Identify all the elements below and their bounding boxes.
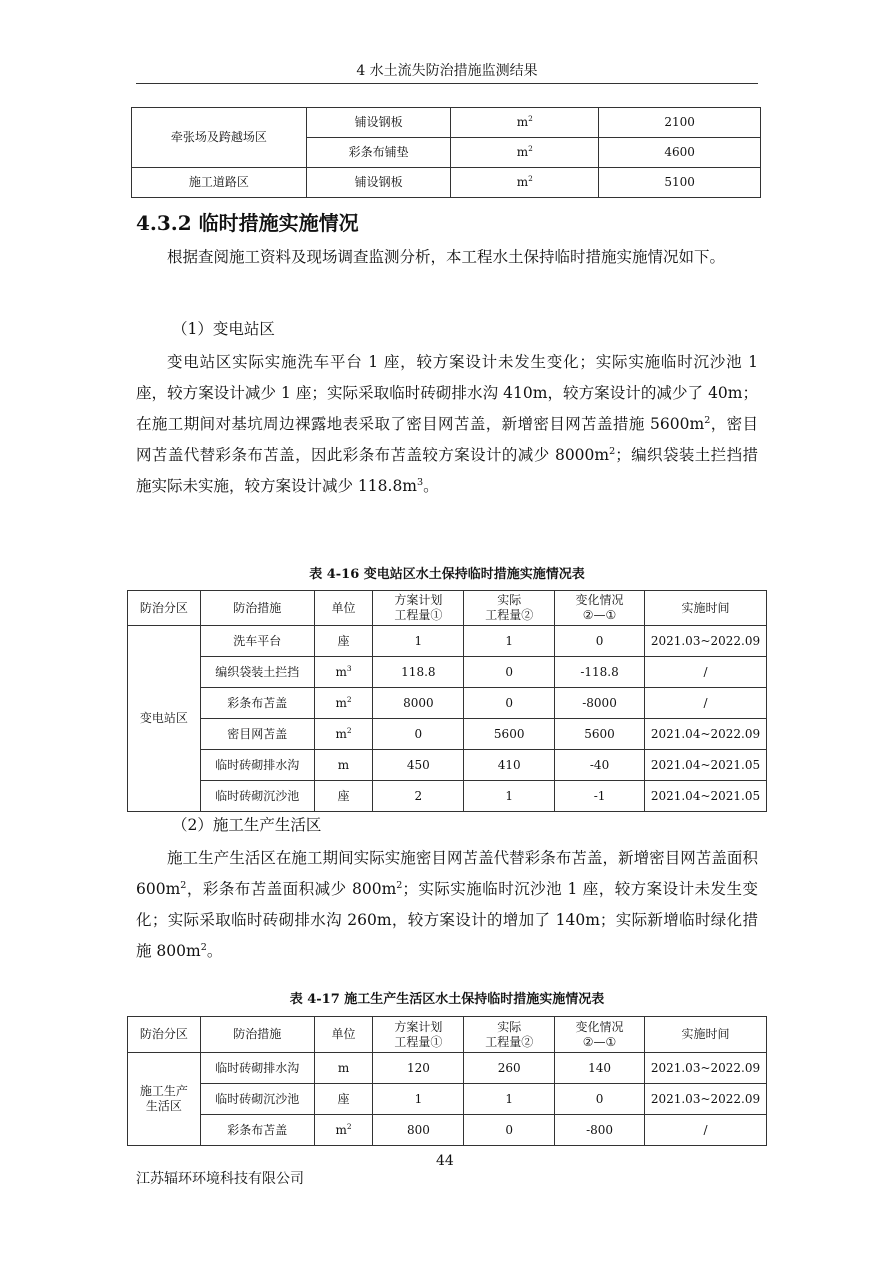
plan-cell: 118.8	[373, 657, 464, 688]
header-actual: 实际 工程量②	[464, 591, 555, 626]
plan-cell: 1	[373, 1084, 464, 1115]
zone-cell: 施工生产 生活区	[128, 1053, 201, 1146]
time-cell: /	[644, 657, 766, 688]
table-row	[128, 626, 767, 657]
table-header-row	[128, 591, 767, 626]
measure-cell: 临时砖砌沉沙池	[200, 1084, 314, 1115]
header-change: 变化情况 ②—①	[555, 591, 645, 626]
time-cell: 2021.03~2022.09	[644, 1053, 766, 1084]
header-time: 实施时间	[644, 591, 766, 626]
table-row	[132, 108, 761, 138]
company-name: 江苏辐环环境科技有限公司	[136, 1171, 304, 1187]
actual-cell: 1	[464, 1084, 555, 1115]
change-cell: 0	[555, 1084, 645, 1115]
actual-cell: 260	[464, 1053, 555, 1084]
table-4-17	[127, 1016, 767, 1146]
change-cell: 0	[555, 626, 645, 657]
plan-cell: 2	[373, 781, 464, 812]
unit-cell: $m^2$	[451, 108, 599, 138]
time-cell: /	[644, 1115, 766, 1146]
measure-cell: 铺设钢板	[306, 108, 451, 138]
unit-cell: $m^2$	[314, 719, 373, 750]
actual-cell: 0	[464, 688, 555, 719]
time-cell: 2021.03~2022.09	[644, 626, 766, 657]
time-cell: /	[644, 688, 766, 719]
header-unit: 单位	[314, 1017, 373, 1053]
table-row	[128, 688, 767, 719]
change-cell: -8000	[555, 688, 645, 719]
header-actual: 实际 工程量②	[464, 1017, 555, 1053]
unit-cell: 座	[314, 626, 373, 657]
header-time: 实施时间	[644, 1017, 766, 1053]
time-cell: 2021.04~2022.09	[644, 719, 766, 750]
actual-cell: 1	[464, 781, 555, 812]
value-cell: 2100	[599, 108, 761, 138]
continued-table	[131, 107, 761, 198]
table-row	[128, 1053, 767, 1084]
measure-cell: 密目网苫盖	[200, 719, 314, 750]
change-cell: -118.8	[555, 657, 645, 688]
running-header: 4 水土流失防治措施监测结果	[356, 63, 538, 79]
intro-paragraph: 根据查阅施工资料及现场调查监测分析，本工程水土保持临时措施实施情况如下。	[167, 248, 726, 266]
table-row	[128, 781, 767, 812]
table-row	[128, 657, 767, 688]
header-zone: 防治分区	[128, 1017, 201, 1053]
measure-cell: 临时砖砌排水沟	[200, 750, 314, 781]
subsection-title-2: （2）施工生产生活区	[172, 816, 322, 834]
plan-cell: 0	[373, 719, 464, 750]
unit-cell: $m^2$	[451, 168, 599, 198]
measure-cell: 彩条布苫盖	[200, 1115, 314, 1146]
time-cell: 2021.04~2021.05	[644, 750, 766, 781]
table-row	[128, 1115, 767, 1146]
actual-cell: 5600	[464, 719, 555, 750]
unit-cell: 座	[314, 781, 373, 812]
measure-cell: 彩条布苫盖	[200, 688, 314, 719]
section-heading: 4.3.2 临时措施实施情况	[136, 211, 359, 235]
page-number: 44	[436, 1153, 454, 1169]
header-plan: 方案计划 工程量①	[373, 591, 464, 626]
plan-cell: 450	[373, 750, 464, 781]
time-cell: 2021.03~2022.09	[644, 1084, 766, 1115]
unit-cell: $m^2$	[314, 1115, 373, 1146]
table-caption-4-16: 表 4-16 变电站区水土保持临时措施实施情况表	[309, 567, 585, 582]
table-caption-4-17: 表 4-17 施工生产生活区水土保持临时措施实施情况表	[289, 992, 605, 1007]
actual-cell: 410	[464, 750, 555, 781]
table-row	[132, 168, 761, 198]
plan-cell: 800	[373, 1115, 464, 1146]
zone-cell: 变电站区	[128, 626, 201, 812]
measure-cell: 临时砖砌排水沟	[200, 1053, 314, 1084]
header-change: 变化情况 ②—①	[555, 1017, 645, 1053]
unit-cell: $m^3$	[314, 657, 373, 688]
actual-cell: 0	[464, 657, 555, 688]
plan-cell: 1	[373, 626, 464, 657]
measure-cell: 临时砖砌沉沙池	[200, 781, 314, 812]
actual-cell: 0	[464, 1115, 555, 1146]
measure-cell: 编织袋装土拦挡	[200, 657, 314, 688]
change-cell: -40	[555, 750, 645, 781]
unit-cell: $m^2$	[314, 688, 373, 719]
table-4-16	[127, 590, 767, 812]
header-plan: 方案计划 工程量①	[373, 1017, 464, 1053]
zone-cell: 牵张场及跨越场区	[132, 108, 307, 168]
plan-cell: 8000	[373, 688, 464, 719]
measure-cell: 彩条布铺垫	[306, 138, 451, 168]
table-header-row	[128, 1017, 767, 1053]
unit-cell: m	[314, 750, 373, 781]
change-cell: 5600	[555, 719, 645, 750]
change-cell: -800	[555, 1115, 645, 1146]
time-cell: 2021.04~2021.05	[644, 781, 766, 812]
measure-cell: 洗车平台	[200, 626, 314, 657]
measure-cell: 铺设钢板	[306, 168, 451, 198]
unit-cell: $m^2$	[451, 138, 599, 168]
zone-cell: 施工道路区	[132, 168, 307, 198]
value-cell: 4600	[599, 138, 761, 168]
table-row	[128, 719, 767, 750]
table-row	[128, 750, 767, 781]
subsection-title-1: （1）变电站区	[172, 320, 275, 338]
change-cell: -1	[555, 781, 645, 812]
header-unit: 单位	[314, 591, 373, 626]
header-measure: 防治措施	[200, 591, 314, 626]
header-rule	[136, 83, 758, 84]
actual-cell: 1	[464, 626, 555, 657]
table-row	[128, 1084, 767, 1115]
unit-cell: m	[314, 1053, 373, 1084]
paragraph-construction-camp: 施工生产生活区在施工期间实际实施密目网苫盖代替彩条布苫盖，新增密目网苫盖面积 $600m^2$，彩条布苫盖面积减少 $800m^2$；实际实施临时沉沙池 1 座，较方案设计未发生变化；实际采取临时砖砌排水沟 260m，较方案设计的增加了 140m；实际新增临时绿化措施 $800m^2$。	[136, 849, 758, 960]
unit-cell: 座	[314, 1084, 373, 1115]
header-zone: 防治分区	[128, 591, 201, 626]
plan-cell: 120	[373, 1053, 464, 1084]
paragraph-substation: 变电站区实际实施洗车平台 1 座，较方案设计未发生变化；实际实施临时沉沙池 1 座，较方案设计减少 1 座；实际采取临时砖砌排水沟 410m，较方案设计的减少了 40m；在施工期间对基坑周边裸露地表采取了密目网苫盖，新增密目网苫盖措施 $5600m^2$，密目网苫盖代替彩条布苫盖，因此彩条布苫盖较方案设计的减少 $8000m^2$；编织袋装土拦挡措施实际未实施，较方案设计减少 $118.8m^3$。	[136, 353, 758, 495]
value-cell: 5100	[599, 168, 761, 198]
change-cell: 140	[555, 1053, 645, 1084]
header-measure: 防治措施	[200, 1017, 314, 1053]
